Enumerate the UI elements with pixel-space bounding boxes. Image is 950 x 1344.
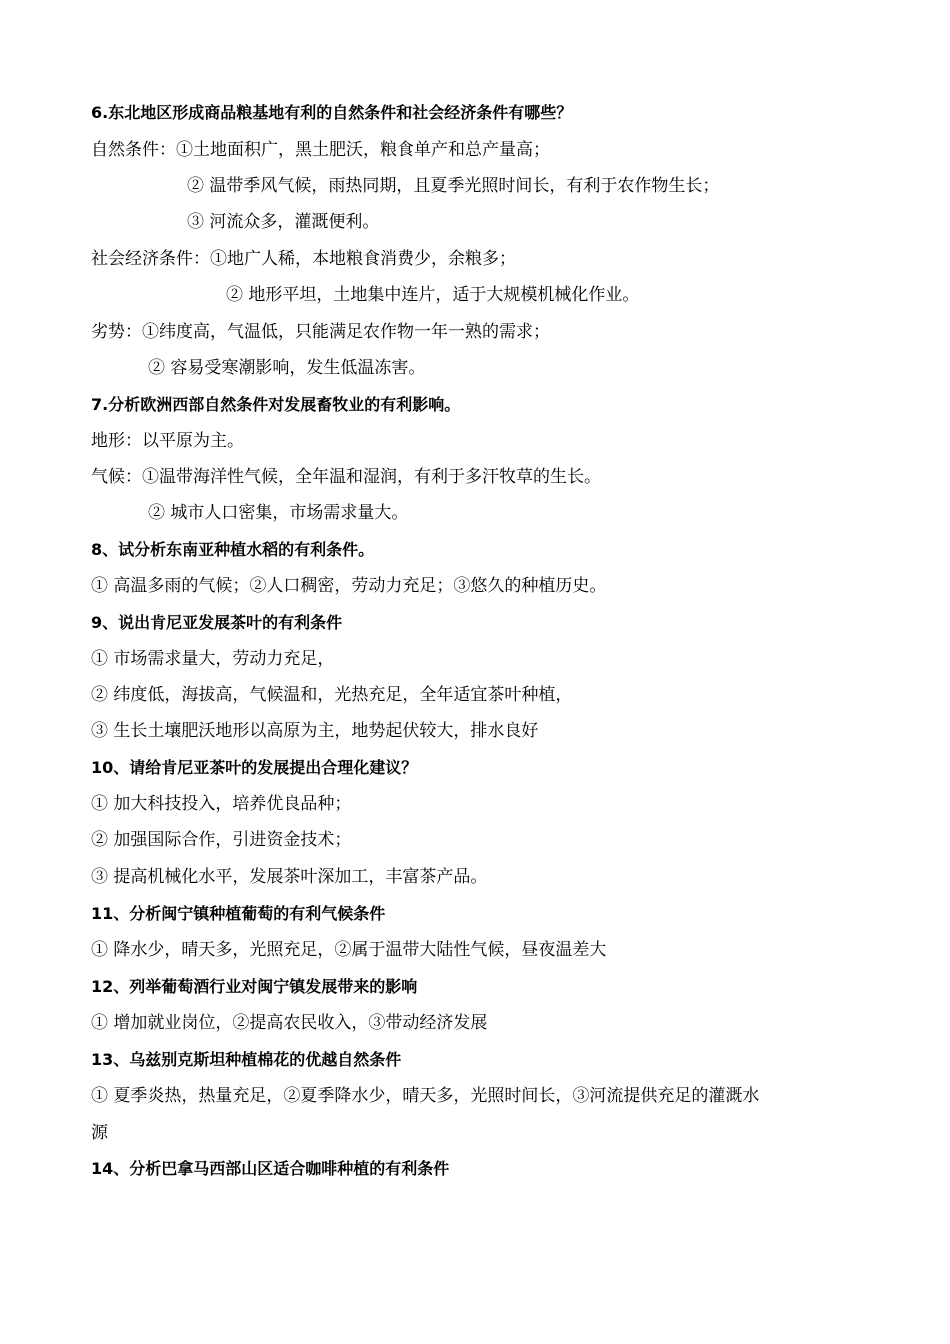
q6-natural-line-1: 自然条件：①土地面积广，黑土肥沃，粮食单产和总产量高； — [91, 140, 550, 160]
question-6-title: 6.东北地区形成商品粮基地有利的自然条件和社会经济条件有哪些？ — [91, 103, 573, 122]
question-8-title: 8、试分析东南亚种植水稻的有利条件。 — [91, 540, 375, 559]
q9-answer-line-1: ① 市场需求量大，劳动力充足， — [91, 649, 335, 669]
q9-answer-line-2: ② 纬度低，海拔高，气候温和，光热充足，全年适宜茶叶种植， — [91, 685, 573, 705]
question-10-title: 10、请给肯尼亚茶叶的发展提出合理化建议？ — [91, 758, 418, 777]
q7-climate-line-1: 气候：①温带海洋性气候，全年温和湿润，有利于多汗牧草的生长。 — [91, 467, 601, 487]
question-7-title: 7.分析欧洲西部自然条件对发展畜牧业的有利影响。 — [91, 395, 461, 414]
q6-natural-line-2: ② 温带季风气候，雨热同期，且夏季光照时间长，有利于农作物生长； — [187, 176, 720, 196]
q6-weakness-line-1: 劣势：①纬度高，气温低，只能满足农作物一年一熟的需求； — [91, 322, 550, 342]
question-12-title: 12、列举葡萄酒行业对闽宁镇发展带来的影响 — [91, 977, 418, 996]
q6-social-line-1: 社会经济条件：①地广人稀，本地粮食消费少，余粮多； — [91, 249, 516, 269]
q10-answer-line-1: ① 加大科技投入，培养优良品种； — [91, 794, 352, 814]
q11-answer-line: ① 降水少，晴天多，光照充足，②属于温带大陆性气候，昼夜温差大 — [91, 940, 607, 960]
question-14-title: 14、分析巴拿马西部山区适合咖啡种植的有利条件 — [91, 1159, 450, 1178]
q6-social-line-2: ② 地形平坦，土地集中连片，适于大规模机械化作业。 — [226, 285, 640, 305]
question-9-title: 9、说出肯尼亚发展茶叶的有利条件 — [91, 613, 343, 632]
q12-answer-line: ① 增加就业岗位，②提高农民收入，③带动经济发展 — [91, 1013, 488, 1033]
q13-answer-line-1: ① 夏季炎热，热量充足，②夏季降水少，晴天多，光照时间长，③河流提供充足的灌溉水 — [91, 1086, 760, 1106]
question-13-title: 13、乌兹别克斯坦种植棉花的优越自然条件 — [91, 1050, 402, 1069]
q10-answer-line-3: ③ 提高机械化水平，发展茶叶深加工，丰富茶产品。 — [91, 867, 488, 887]
question-11-title: 11、分析闽宁镇种植葡萄的有利气候条件 — [91, 904, 386, 923]
q7-climate-line-2: ② 城市人口密集，市场需求量大。 — [148, 503, 409, 523]
q9-answer-line-3: ③ 生长土壤肥沃地形以高原为主，地势起伏较大，排水良好 — [91, 721, 539, 741]
q13-answer-line-2: 源 — [91, 1123, 108, 1143]
q6-weakness-line-2: ② 容易受寒潮影响，发生低温冻害。 — [148, 358, 426, 378]
q10-answer-line-2: ② 加强国际合作，引进资金技术； — [91, 830, 352, 850]
q8-answer-line: ① 高温多雨的气候；②人口稠密，劳动力充足；③悠久的种植历史。 — [91, 576, 607, 596]
q6-natural-line-3: ③ 河流众多，灌溉便利。 — [187, 212, 380, 232]
q7-terrain-line: 地形：以平原为主。 — [91, 431, 244, 451]
